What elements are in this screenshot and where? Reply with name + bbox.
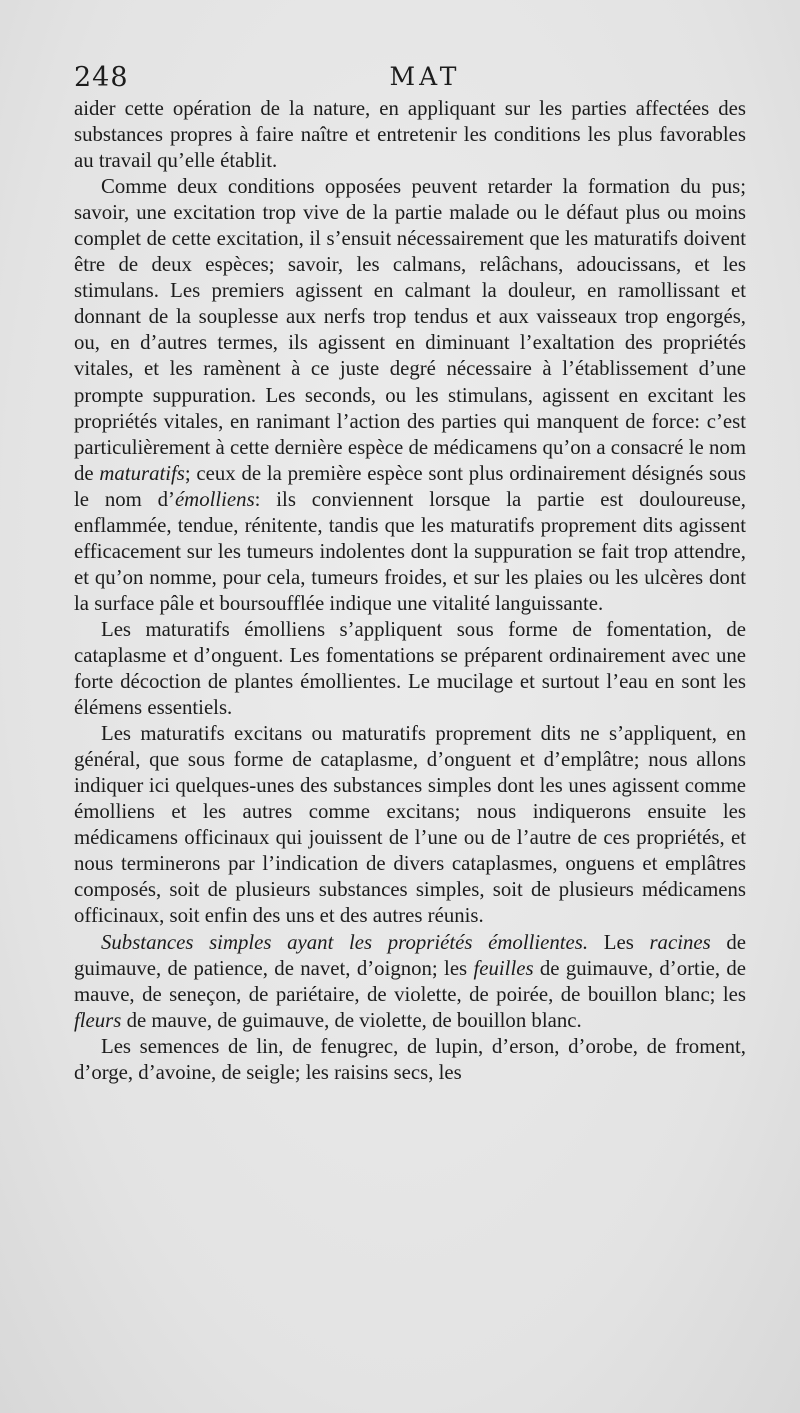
paragraph — [74, 721, 746, 929]
page-number: 248 — [74, 62, 129, 93]
text-run: Comme deux conditions opposées peuvent retarder la formation du pus; savoir, une excitation trop vive de la partie malade ou le défaut plus ou moins complet de cette excitation, il s’ensuit nécessairement que les maturatifs doivent être de deux espèces; savoir, les calmans, relâchans, adoucissans, et les stimulans. Les premiers agissent en calmant la douleur, en ramollissant et donnant de la souplesse aux nerfs trop tendus et aux vaisseaux trop engorgés, ou, en d’autres termes, ils agissent en diminuant l’exaltation des propriétés vitales, et les ramènent à ce juste degré nécessaire à l’établissement d’une prompte suppuration. Les seconds, ou les stimulans, agissent en excitant les propriétés vitales, en ranimant l’action des parties qui manquent de force: c’est particulièrement à cette dernière espèce de médicamens qu’on a consacré le nom de — [74, 175, 746, 485]
page-header — [74, 58, 746, 98]
text-run: Les — [588, 930, 650, 954]
paragraph — [74, 174, 746, 617]
italic-text: émolliens — [174, 487, 255, 511]
body-text — [74, 96, 746, 1086]
text-run: Les maturatifs émolliens s’appliquent sous forme de fomentation, de cataplasme et d’onguent. Les fomentations se préparent ordinairement avec une forte décoction de plantes émollientes. Le mucilage et surtout l’eau en sont les élémens essentiels. — [74, 617, 746, 720]
text-run: de guimauve, d’ortie, de mauve, de seneçon, de pariétaire, de violette, de poirée, de bouillon blanc; les — [74, 956, 746, 1006]
paragraph — [74, 930, 746, 1034]
italic-text: feuilles — [473, 956, 534, 980]
italic-text: maturatifs — [99, 461, 185, 485]
text-run: Les semences de lin, de fenugrec, de lupin, d’erson, d’orobe, de froment, d’orge, d’avoine, de seigle; les raisins secs, les — [74, 1034, 746, 1084]
text-run: Les maturatifs excitans ou maturatifs proprement dits ne s’appliquent, en général, que sous forme de cataplasme, d’onguent et d’emplâtre; nous allons indiquer ici quelques-unes des substances simples dont les unes agissent comme émolliens et les autres comme excitans; nous indiquerons ensuite les médicamens officinaux qui jouissent de l’une ou de l’autre de ces propriétés, et nous terminerons par l’indication de divers cataplasmes, onguens et emplâtres composés, soit de plusieurs substances simples, soit de plusieurs médicamens officinaux, soit enfin des uns et des autres réunis. — [74, 722, 746, 928]
text-run: ; ceux de la première espèce sont plus ordinairement désignés sous le nom d’ — [74, 461, 746, 511]
text-run: de guimauve, de patience, de navet, d’oignon; les — [74, 930, 746, 980]
text-run: aider cette opération de la nature, en appliquant sur les parties affectées des substances propres à faire naître et entretenir les conditions les plus favorables au travail qu’elle établit. — [74, 97, 746, 173]
italic-text: racines — [649, 930, 711, 954]
italic-text: Substances simples ayant les propriétés émollientes. — [101, 930, 589, 954]
italic-text: fleurs — [74, 1008, 122, 1032]
text-run: de mauve, de guimauve, de violette, de bouillon blanc. — [121, 1008, 582, 1032]
running-head: MAT — [389, 62, 461, 91]
paragraph — [74, 96, 746, 174]
text-run: : ils conviennent lorsque la partie est douloureuse, enflammée, tendue, rénitente, tandis que les maturatifs proprement dits agissent efficacement sur les tumeurs indolentes dont la suppuration se fait trop attendre, et qu’on nomme, pour cela, tumeurs froides, et sur les plaies ou les ulcères dont la surface pâle et boursoufflée indique une vitalité languissante. — [74, 487, 746, 615]
paragraph — [74, 1034, 746, 1086]
paragraph — [74, 617, 746, 721]
